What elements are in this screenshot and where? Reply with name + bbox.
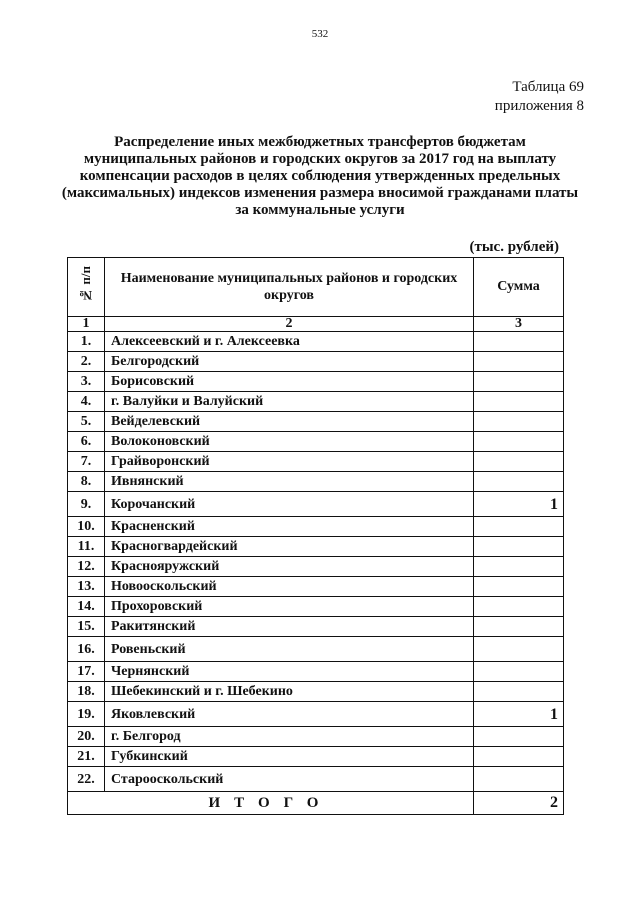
row-amount (474, 637, 564, 662)
table-row (68, 597, 564, 617)
row-amount (474, 372, 564, 392)
row-number: 12. (68, 557, 105, 577)
table-row (68, 332, 564, 352)
row-name (105, 682, 474, 702)
caption-line-2: приложения 8 (494, 98, 584, 114)
row-name (105, 517, 474, 537)
row-name (105, 432, 474, 452)
table-row (68, 392, 564, 412)
row-name-text: Ровеньский (111, 641, 186, 657)
row-number: 21. (68, 747, 105, 767)
table-row (68, 492, 564, 517)
row-amount (474, 597, 564, 617)
row-number: 17. (68, 662, 105, 682)
distribution-table (67, 257, 564, 815)
row-name-text: Шебекинский и г. Шебекино (111, 684, 293, 699)
row-number: 16. (68, 637, 105, 662)
row-amount (474, 747, 564, 767)
row-name (105, 492, 474, 517)
table-row (68, 617, 564, 637)
row-amount (474, 727, 564, 747)
table-row (68, 537, 564, 557)
row-name-text: Грайворонский (111, 454, 210, 469)
row-number: 22. (68, 767, 105, 792)
row-name (105, 352, 474, 372)
row-amount (474, 517, 564, 537)
row-name (105, 452, 474, 472)
total-amount: 2 (474, 792, 564, 815)
row-amount (474, 537, 564, 557)
row-amount (474, 392, 564, 412)
total-label: ИТОГО (68, 792, 474, 815)
row-amount (474, 452, 564, 472)
row-number: 14. (68, 597, 105, 617)
row-name (105, 332, 474, 352)
row-name-text: Красненский (111, 519, 195, 534)
row-name (105, 597, 474, 617)
row-name (105, 767, 474, 792)
row-name-text: Корочанский (111, 496, 196, 512)
table-caption (495, 78, 584, 116)
caption-line-1: Таблица 69 (512, 79, 584, 95)
row-number: 10. (68, 517, 105, 537)
row-number: 7. (68, 452, 105, 472)
table-row (68, 662, 564, 682)
row-name-text: Новооскольский (111, 579, 217, 594)
row-name-text: Ивнянский (111, 474, 184, 489)
row-name-text: Борисовский (111, 374, 195, 389)
row-number: 4. (68, 392, 105, 412)
table-row (68, 352, 564, 372)
page-number: 532 (311, 28, 329, 40)
row-name-text: Прохоровский (111, 599, 203, 614)
row-name-text: Яковлевский (111, 706, 196, 722)
header-number: № п/п (68, 258, 105, 317)
units-label: (тыс. рублей) (469, 239, 559, 255)
table-row (68, 517, 564, 537)
row-name-text: Краснояружский (111, 559, 220, 574)
row-name (105, 412, 474, 432)
row-name-text: г. Валуйки и Валуйский (111, 394, 264, 409)
row-name (105, 577, 474, 597)
row-name (105, 637, 474, 662)
header-amount: Сумма (474, 258, 564, 317)
row-number: 13. (68, 577, 105, 597)
table-row (68, 432, 564, 452)
row-number: 9. (68, 492, 105, 517)
row-amount: 1 (474, 702, 564, 727)
row-amount: 1 (474, 492, 564, 517)
table-row (68, 412, 564, 432)
table-row (68, 727, 564, 747)
column-index-row (68, 317, 564, 332)
column-index-2: 2 (105, 317, 474, 332)
table-row (68, 452, 564, 472)
row-number: 5. (68, 412, 105, 432)
row-name (105, 472, 474, 492)
row-amount (474, 767, 564, 792)
table-header-row (68, 258, 564, 317)
row-name (105, 557, 474, 577)
row-name-text: Волоконовский (111, 434, 210, 449)
header-name: Наименование муниципальных районов и городских округов (105, 258, 474, 317)
row-name (105, 372, 474, 392)
row-name-text: Чернянский (111, 664, 190, 679)
row-name-text: Белгородский (111, 354, 200, 369)
row-name-text: Ракитянский (111, 619, 196, 634)
row-name-text: Красногвардейский (111, 539, 238, 554)
row-amount (474, 352, 564, 372)
row-number: 2. (68, 352, 105, 372)
row-number: 6. (68, 432, 105, 452)
row-amount (474, 557, 564, 577)
row-amount (474, 617, 564, 637)
row-number: 15. (68, 617, 105, 637)
row-name-text: г. Белгород (111, 729, 181, 744)
row-number: 1. (68, 332, 105, 352)
row-number: 8. (68, 472, 105, 492)
column-index-1: 1 (68, 317, 105, 332)
row-name-text: Старооскольский (111, 771, 224, 787)
table-row (68, 702, 564, 727)
row-name-text: Алексеевский и г. Алексеевка (111, 334, 300, 349)
row-name (105, 747, 474, 767)
row-name (105, 392, 474, 412)
row-number: 18. (68, 682, 105, 702)
table-row (68, 577, 564, 597)
total-row (68, 792, 564, 815)
row-amount (474, 472, 564, 492)
row-name (105, 662, 474, 682)
table-row (68, 472, 564, 492)
table-row (68, 682, 564, 702)
row-amount (474, 432, 564, 452)
row-amount (474, 412, 564, 432)
row-number: 3. (68, 372, 105, 392)
row-amount (474, 577, 564, 597)
row-name (105, 537, 474, 557)
document-title: Распределение иных межбюджетных трансфертов бюджетам муниципальных районов и городских округов за 2017 год на выплату компенсации расходов в целях соблюдения утвержденных предельных (максимальных) индексов изменения размера вносимой гражданами платы за коммунальные услуги (61, 134, 579, 218)
row-number: 20. (68, 727, 105, 747)
table-row (68, 372, 564, 392)
table-row (68, 637, 564, 662)
row-amount (474, 682, 564, 702)
row-name (105, 617, 474, 637)
row-name-text: Вейделевский (111, 414, 201, 429)
row-name (105, 727, 474, 747)
row-name-text: Губкинский (111, 749, 188, 764)
table-row (68, 557, 564, 577)
column-index-3: 3 (474, 317, 564, 332)
row-amount (474, 662, 564, 682)
row-amount (474, 332, 564, 352)
table-row (68, 767, 564, 792)
row-number: 11. (68, 537, 105, 557)
table-row (68, 747, 564, 767)
row-name (105, 702, 474, 727)
row-number: 19. (68, 702, 105, 727)
